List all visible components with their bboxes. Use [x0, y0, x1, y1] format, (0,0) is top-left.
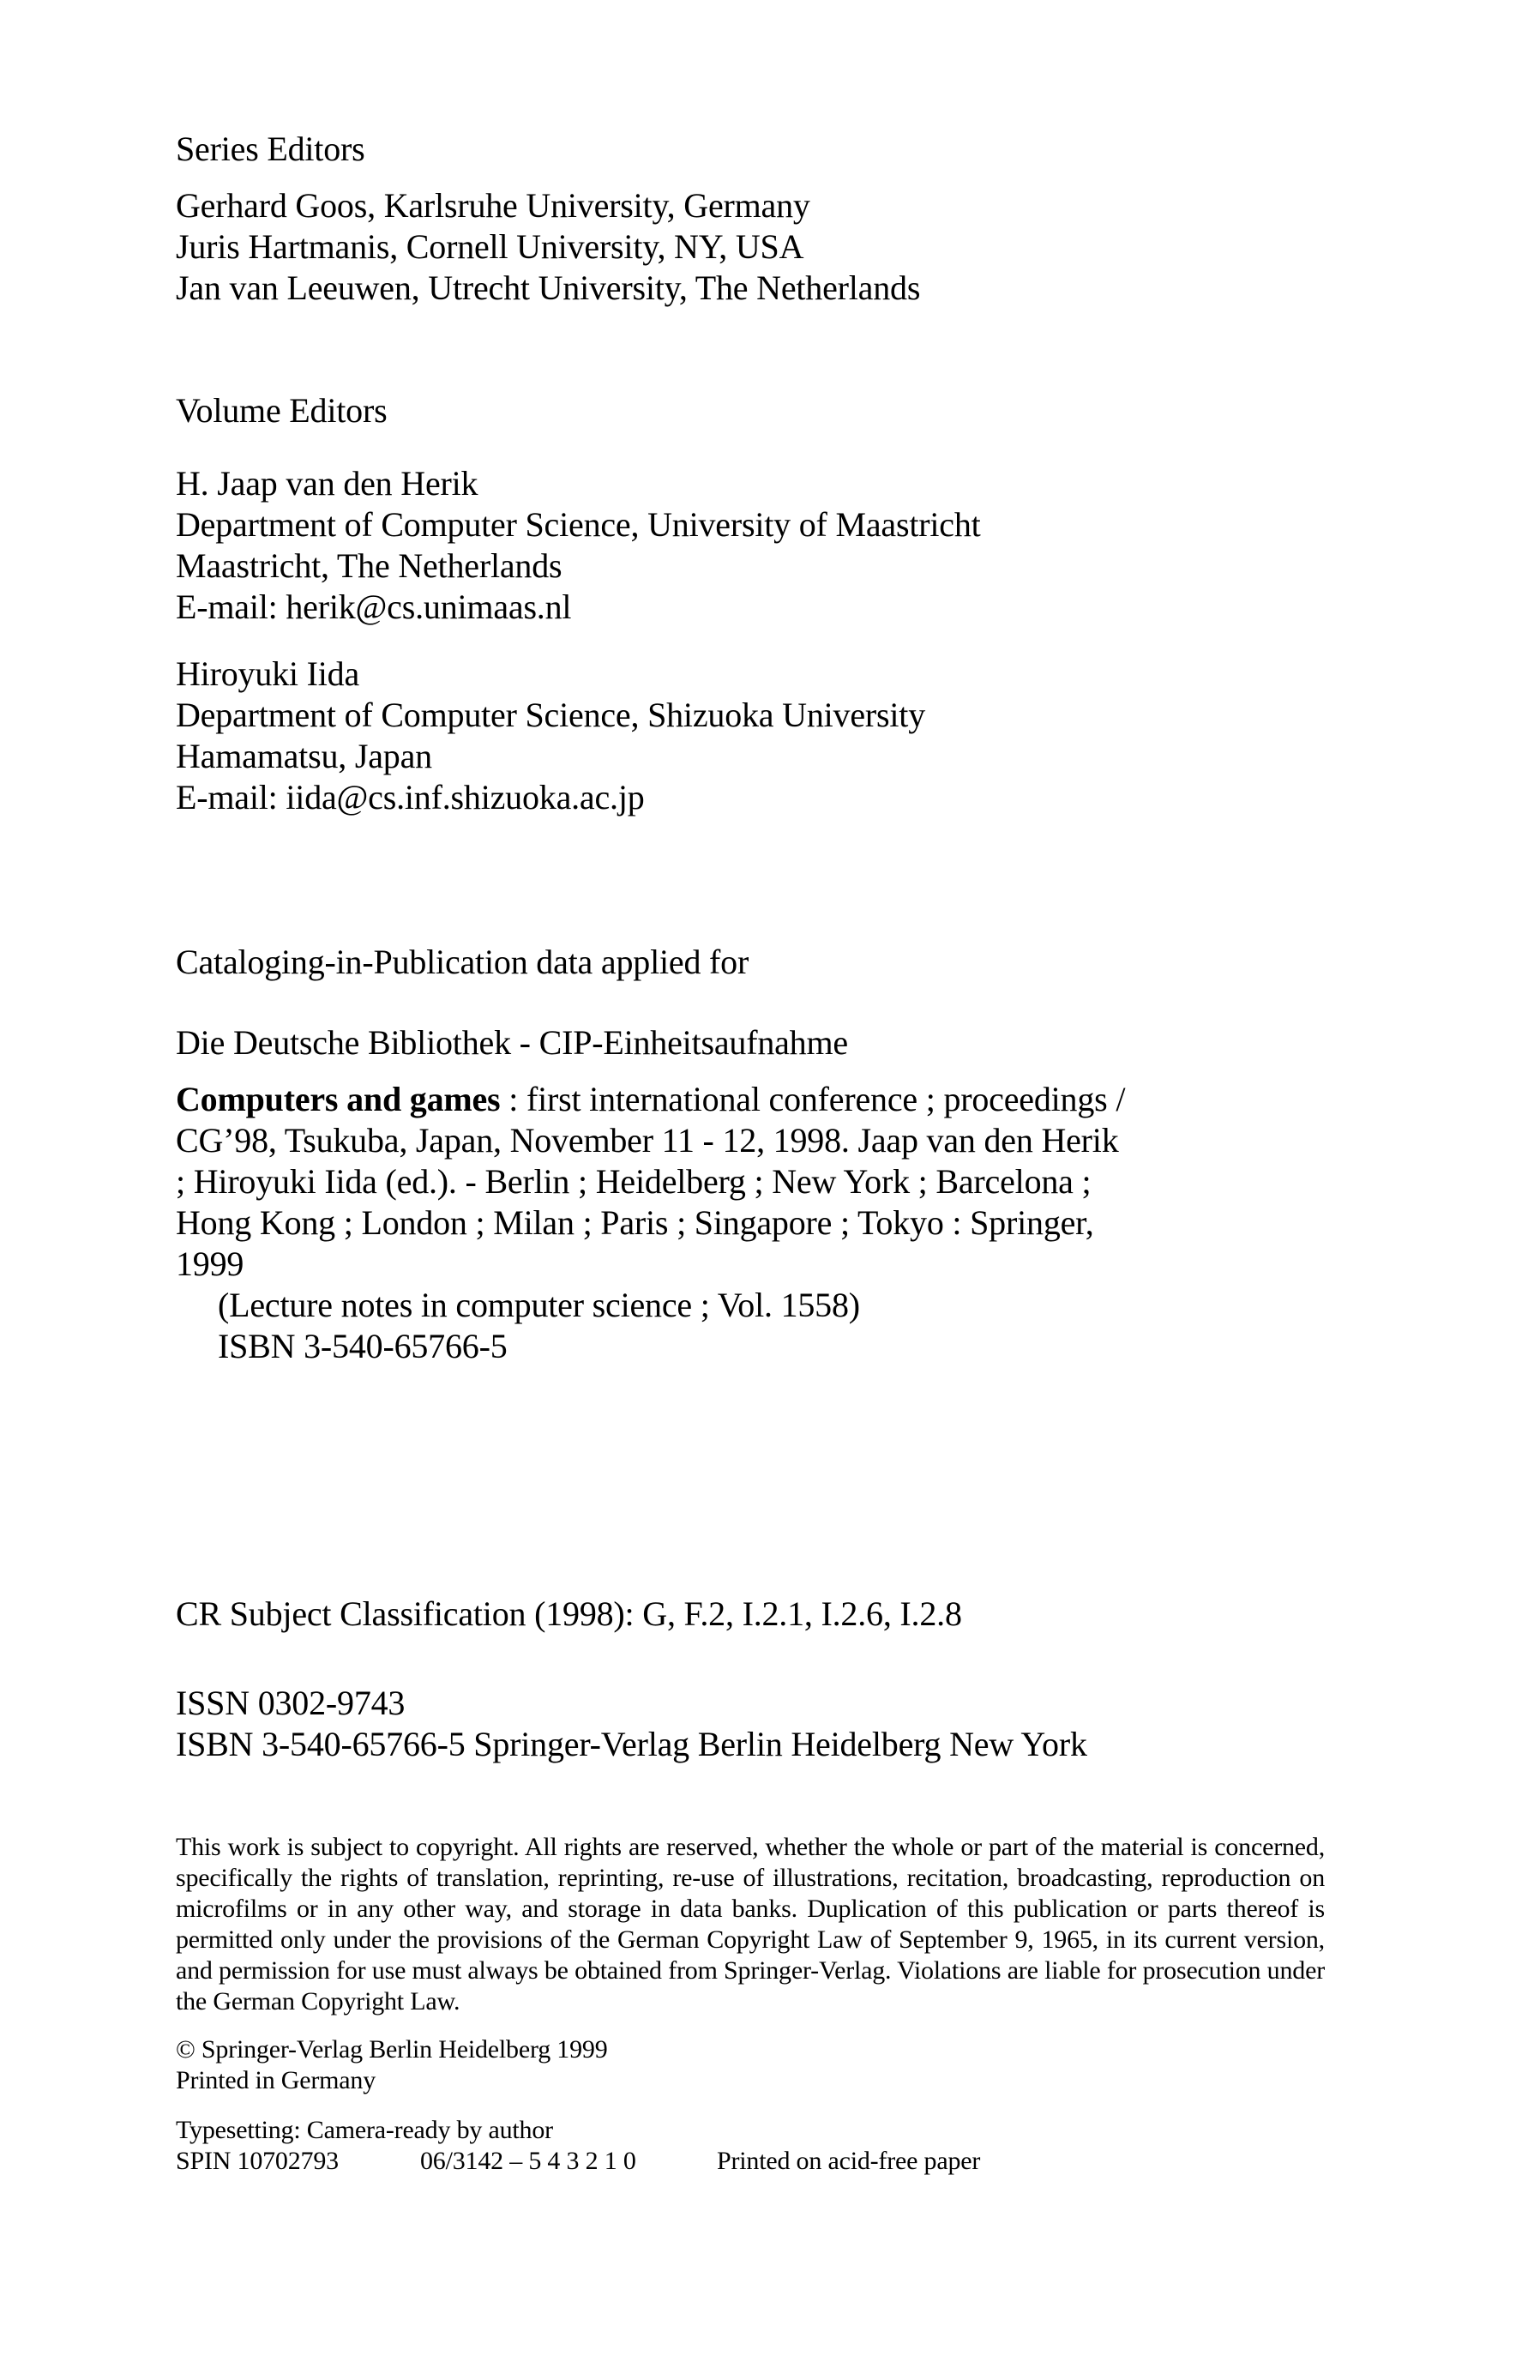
series-editor-line: Juris Hartmanis, Cornell University, NY, USA [176, 227, 804, 266]
series-editors-heading: Series Editors [176, 130, 365, 168]
volume-editor-1-block [176, 463, 1540, 628]
editor-name: Hiroyuki Iida [176, 654, 360, 693]
editor-email: E-mail: herik@cs.unimaas.nl [176, 587, 572, 626]
editor-name: H. Jaap van den Herik [176, 464, 478, 503]
imprint-block [176, 2034, 1540, 2096]
spin-row [176, 2146, 1540, 2177]
series-editor-line: Jan van Leeuwen, Utrecht University, The Netherlands [176, 268, 921, 307]
copyright-symbol-line: © Springer-Verlag Berlin Heidelberg 1999 [176, 2035, 608, 2064]
series-editors-block [176, 185, 1540, 309]
editor-city: Hamamatsu, Japan [176, 737, 432, 775]
production-block [176, 2115, 1540, 2177]
bibliothek-line: Die Deutsche Bibliothek - CIP-Einheitsaufnahme [176, 1023, 848, 1062]
copyright-notice-paragraph: This work is subject to copyright. All rights are reserved, whether the whole or part of the material is concerned, specifically the rights of translation, reprinting, re-use of illustrations, recitation, broadcasting, reproduction on microfilms or in any other way, and storage in data banks. Duplication of this publication or parts thereof is permitted only under the provisions of the German Copyright Law of September 9, 1965, in its current version, and permission for use must always be obtained from Springer-Verlag. Violations are liable for prosecution under the German Copyright Law. [176, 1833, 1325, 2015]
volume-editors-heading: Volume Editors [176, 391, 388, 430]
cataloging-line: Cataloging-in-Publication data applied for [176, 943, 749, 981]
issn-line: ISSN 0302-9743 [176, 1684, 406, 1722]
typesetting-line: Typesetting: Camera-ready by author [176, 2116, 553, 2144]
isbn-line: ISBN 3-540-65766-5 [218, 1327, 508, 1365]
isbn-full-line: ISBN 3-540-65766-5 Springer-Verlag Berlin Heidelberg New York [176, 1725, 1087, 1763]
lecture-notes-series-line: (Lecture notes in computer science ; Vol. 1558) [218, 1286, 860, 1324]
editor-affiliation: Department of Computer Science, Shizuoka University [176, 696, 926, 734]
editor-affiliation: Department of Computer Science, University of Maastricht [176, 505, 981, 544]
acid-free-note: Printed on acid-free paper [717, 2147, 981, 2175]
cip-line-2: CG’98, Tsukuba, Japan, November 11 - 12, 1998. Jaap van den Herik [176, 1121, 1119, 1160]
printed-in-line: Printed in Germany [176, 2066, 376, 2094]
print-run-code: 06/3142 – 5 4 3 2 1 0 [420, 2147, 636, 2175]
cip-entry-block [176, 1079, 1540, 1367]
editor-email: E-mail: iida@cs.inf.shizuoka.ac.jp [176, 778, 645, 816]
cip-line-4: Hong Kong ; London ; Milan ; Paris ; Singapore ; Tokyo : Springer, [176, 1203, 1094, 1242]
cip-line-1 [176, 1079, 1540, 1120]
cr-subject-classification: CR Subject Classification (1998): G, F.2, I.2.1, I.2.6, I.2.8 [176, 1594, 962, 1633]
cip-line-5: 1999 [176, 1244, 244, 1283]
cip-line-3: ; Hiroyuki Iida (ed.). - Berlin ; Heidelberg ; New York ; Barcelona ; [176, 1162, 1092, 1201]
volume-editor-2-block [176, 654, 1540, 818]
cip-line-1-rest: : first international conference ; proceedings / [500, 1080, 1126, 1118]
series-editor-line: Gerhard Goos, Karlsruhe University, Germany [176, 186, 810, 225]
book-title: Computers and games [176, 1080, 501, 1118]
issn-isbn-block [176, 1683, 1540, 1765]
editor-city: Maastricht, The Netherlands [176, 546, 562, 585]
spin-number: SPIN 10702793 [176, 2147, 339, 2175]
